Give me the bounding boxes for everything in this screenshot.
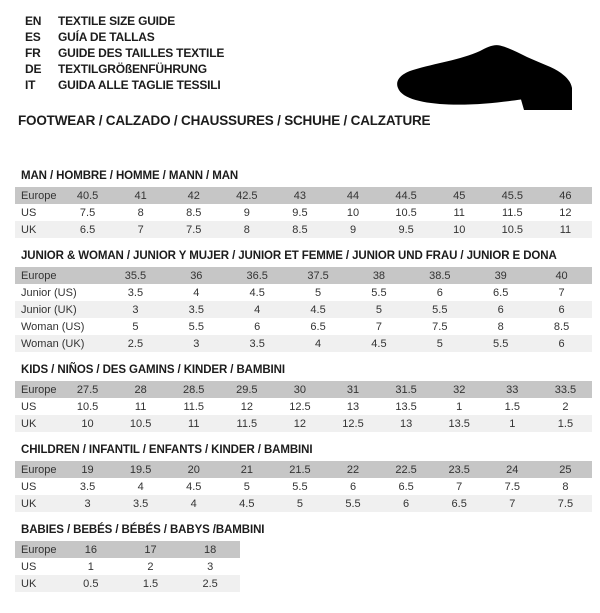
category-heading: FOOTWEAR / CALZADO / CHAUSSURES / SCHUHE / CALZATURE <box>18 113 431 128</box>
size-value-cell: 19 <box>81 463 94 476</box>
size-value-cell: 1 <box>87 560 94 573</box>
size-row <box>15 204 592 221</box>
language-code: ES <box>25 30 41 44</box>
size-row <box>15 478 592 495</box>
row-label: Woman (US) <box>21 320 85 333</box>
size-value-cell: 4.5 <box>310 303 326 316</box>
size-value-cell: 44 <box>346 189 360 202</box>
size-row <box>15 221 592 238</box>
size-value-cell: 10.5 <box>76 400 99 413</box>
size-value-cell: 28.5 <box>183 383 205 396</box>
size-value-cell: 43 <box>293 189 307 202</box>
size-value-cell: 7.5 <box>432 320 448 333</box>
size-value-cell: 6 <box>558 303 565 316</box>
size-value-cell: 3 <box>132 303 139 316</box>
dress-shoe-icon <box>394 43 576 119</box>
size-value-cell: 13 <box>346 400 360 413</box>
size-value-cell: 32 <box>453 383 466 396</box>
size-value-cell: 12 <box>240 400 253 413</box>
size-value-cell: 5 <box>315 286 322 299</box>
size-row <box>15 558 240 575</box>
size-value-cell: 7 <box>509 497 516 510</box>
row-label: US <box>21 560 37 573</box>
size-value-cell: 25 <box>559 463 572 476</box>
size-value-cell: 28 <box>134 383 147 396</box>
size-value-cell: 27.5 <box>76 383 99 396</box>
guide-title-label: GUIDE DES TAILLES TEXTILE <box>58 46 225 60</box>
size-value-cell: 0.5 <box>83 577 99 590</box>
size-value-cell: 10.5 <box>129 417 152 430</box>
size-value-cell: 31.5 <box>395 383 417 396</box>
size-value-cell: 17 <box>144 543 157 556</box>
size-value-cell: 7 <box>456 480 463 493</box>
row-label: Europe <box>21 269 57 282</box>
size-value-cell: 3.5 <box>79 480 96 493</box>
size-value-cell: 6 <box>403 497 410 510</box>
size-value-cell: 30 <box>293 383 307 396</box>
size-value-cell: 10 <box>81 417 94 430</box>
size-value-cell: 8 <box>497 320 504 333</box>
size-value-cell: 5 <box>296 497 303 510</box>
size-value-cell: 10 <box>453 223 466 236</box>
size-value-cell: 4.5 <box>186 480 202 493</box>
scale-header-row <box>15 187 592 204</box>
size-value-cell: 11.5 <box>183 400 205 413</box>
size-value-cell: 4.5 <box>239 497 255 510</box>
row-label: UK <box>21 417 37 430</box>
size-value-cell: 18 <box>204 543 217 556</box>
size-value-cell: 4.5 <box>371 337 387 350</box>
size-table-title: KIDS / NIÑOS / DES GAMINS / KINDER / BAMBINI <box>21 364 285 376</box>
scale-header-row <box>15 461 592 478</box>
size-value-cell: 2 <box>562 400 569 413</box>
size-value-cell: 4.5 <box>249 286 265 299</box>
size-value-cell: 5.5 <box>432 303 448 316</box>
size-value-cell: 23.5 <box>448 463 470 476</box>
size-value-cell: 1 <box>456 400 463 413</box>
size-value-cell: 20 <box>187 463 200 476</box>
size-value-cell: 21.5 <box>289 463 311 476</box>
size-value-cell: 38 <box>372 269 386 282</box>
scale-header-row <box>15 381 592 398</box>
size-value-cell: 44.5 <box>395 189 417 202</box>
row-label: US <box>21 480 37 493</box>
size-table-title: CHILDREN / INFANTIL / ENFANTS / KINDER / BAMBINI <box>21 444 313 456</box>
size-table-section <box>15 364 592 432</box>
size-value-cell: 7.5 <box>186 223 202 236</box>
size-value-cell: 29.5 <box>236 383 258 396</box>
size-table <box>15 541 240 592</box>
size-value-cell: 12 <box>293 417 307 430</box>
size-value-cell: 12.5 <box>342 417 364 430</box>
size-value-cell: 5 <box>375 303 382 316</box>
row-label: Europe <box>21 463 57 476</box>
size-value-cell: 8.5 <box>553 320 570 333</box>
row-label: Europe <box>21 543 57 556</box>
guide-title-label: TEXTILE SIZE GUIDE <box>58 14 176 28</box>
size-row <box>15 575 240 592</box>
size-table <box>15 267 592 352</box>
size-value-cell: 38.5 <box>429 269 451 282</box>
size-value-cell: 9 <box>243 206 250 219</box>
size-value-cell: 1.5 <box>504 400 520 413</box>
size-value-cell: 3 <box>193 337 200 350</box>
scale-header-row <box>15 267 592 284</box>
size-row <box>15 495 592 512</box>
row-label: US <box>21 206 37 219</box>
size-value-cell: 7 <box>137 223 144 236</box>
size-value-cell: 4 <box>254 303 261 316</box>
size-value-cell: 10.5 <box>395 206 417 219</box>
size-value-cell: 2.5 <box>202 577 218 590</box>
size-row <box>15 415 592 432</box>
size-value-cell: 21 <box>240 463 253 476</box>
size-value-cell: 40 <box>555 269 568 282</box>
row-label: Europe <box>21 189 57 202</box>
size-value-cell: 6 <box>254 320 261 333</box>
size-row <box>15 398 592 415</box>
language-code: FR <box>25 46 41 60</box>
size-value-cell: 6 <box>558 337 565 350</box>
size-value-cell: 45.5 <box>501 189 523 202</box>
row-label: Junior (US) <box>21 286 77 299</box>
size-value-cell: 31 <box>346 383 360 396</box>
row-label: UK <box>21 577 37 590</box>
size-value-cell: 8.5 <box>292 223 308 236</box>
size-value-cell: 7.5 <box>504 480 520 493</box>
size-table-section <box>15 444 592 512</box>
size-value-cell: 7.5 <box>557 497 574 510</box>
size-row <box>15 335 592 352</box>
size-value-cell: 37.5 <box>307 269 329 282</box>
language-title-row <box>25 13 600 29</box>
size-value-cell: 5 <box>243 480 250 493</box>
size-value-cell: 6 <box>436 286 443 299</box>
size-value-cell: 3.5 <box>249 337 265 350</box>
size-value-cell: 11.5 <box>502 206 523 219</box>
size-table <box>15 381 592 432</box>
size-value-cell: 1.5 <box>557 417 574 430</box>
size-table-title: JUNIOR & WOMAN / JUNIOR Y MUJER / JUNIOR ET FEMME / JUNIOR UND FRAU / JUNIOR E DONA <box>21 250 557 262</box>
language-code: IT <box>25 78 36 92</box>
size-value-cell: 6.5 <box>493 286 509 299</box>
size-value-cell: 33 <box>506 383 519 396</box>
scale-header-row <box>15 541 240 558</box>
row-label: Woman (UK) <box>21 337 85 350</box>
size-value-cell: 3 <box>84 497 91 510</box>
size-value-cell: 36.5 <box>246 269 268 282</box>
size-value-cell: 13.5 <box>395 400 417 413</box>
size-value-cell: 12.5 <box>289 400 311 413</box>
size-value-cell: 4 <box>137 480 144 493</box>
size-value-cell: 4 <box>315 337 322 350</box>
language-code: EN <box>25 14 42 28</box>
size-value-cell: 3 <box>207 560 214 573</box>
size-value-cell: 4 <box>190 497 197 510</box>
size-value-cell: 1.5 <box>142 577 159 590</box>
size-value-cell: 3.5 <box>127 286 144 299</box>
size-value-cell: 9.5 <box>398 223 414 236</box>
size-value-cell: 39 <box>494 269 507 282</box>
size-value-cell: 8 <box>562 480 569 493</box>
size-value-cell: 5.5 <box>493 337 509 350</box>
size-value-cell: 35.5 <box>124 269 147 282</box>
size-value-cell: 6.5 <box>398 480 414 493</box>
row-label: US <box>21 400 37 413</box>
size-row <box>15 318 592 335</box>
size-value-cell: 5 <box>132 320 139 333</box>
size-value-cell: 8 <box>137 206 144 219</box>
size-value-cell: 19.5 <box>129 463 152 476</box>
language-code: DE <box>25 62 42 76</box>
size-value-cell: 4 <box>193 286 200 299</box>
size-value-cell: 6.5 <box>451 497 467 510</box>
size-value-cell: 2 <box>147 560 154 573</box>
size-value-cell: 5.5 <box>292 480 308 493</box>
size-value-cell: 8 <box>243 223 250 236</box>
guide-title-label: GUIDA ALLE TAGLIE TESSILI <box>58 78 221 92</box>
size-table-section <box>15 170 592 238</box>
size-value-cell: 2.5 <box>127 337 144 350</box>
size-value-cell: 40.5 <box>76 189 99 202</box>
size-value-cell: 7 <box>375 320 382 333</box>
size-value-cell: 22 <box>346 463 360 476</box>
row-label: UK <box>21 223 37 236</box>
size-value-cell: 13.5 <box>448 417 470 430</box>
size-value-cell: 12 <box>559 206 572 219</box>
size-table <box>15 461 592 512</box>
size-value-cell: 5 <box>436 337 443 350</box>
guide-title-label: TEXTILGRÖßENFÜHRUNG <box>58 62 207 76</box>
size-value-cell: 3.5 <box>132 497 149 510</box>
size-value-cell: 24 <box>506 463 519 476</box>
size-value-cell: 22.5 <box>395 463 417 476</box>
size-row <box>15 301 592 318</box>
size-tables <box>15 170 592 592</box>
size-value-cell: 16 <box>84 543 97 556</box>
size-value-cell: 6.5 <box>79 223 96 236</box>
size-value-cell: 13 <box>399 417 413 430</box>
size-value-cell: 36 <box>190 269 203 282</box>
size-guide-page <box>0 13 600 592</box>
size-value-cell: 6.5 <box>310 320 326 333</box>
size-value-cell: 5.5 <box>345 497 361 510</box>
size-table <box>15 187 592 238</box>
size-row <box>15 284 592 301</box>
size-value-cell: 33.5 <box>554 383 577 396</box>
size-table-section <box>15 524 592 592</box>
row-label: UK <box>21 497 37 510</box>
size-value-cell: 11 <box>134 400 147 413</box>
size-value-cell: 5.5 <box>188 320 204 333</box>
size-value-cell: 10 <box>346 206 360 219</box>
size-value-cell: 8.5 <box>186 206 202 219</box>
size-value-cell: 9 <box>349 223 357 236</box>
size-value-cell: 11 <box>453 206 465 219</box>
row-label: Junior (UK) <box>21 303 77 316</box>
size-value-cell: 1 <box>509 417 516 430</box>
size-table-title: MAN / HOMBRE / HOMME / MANN / MAN <box>21 170 239 182</box>
size-value-cell: 3.5 <box>188 303 204 316</box>
size-value-cell: 41 <box>134 189 147 202</box>
size-value-cell: 46 <box>559 189 572 202</box>
size-value-cell: 7 <box>558 286 565 299</box>
size-value-cell: 10.5 <box>501 223 523 236</box>
size-value-cell: 5.5 <box>371 286 387 299</box>
size-value-cell: 6 <box>349 480 357 493</box>
size-value-cell: 11 <box>559 223 572 236</box>
size-value-cell: 6 <box>497 303 504 316</box>
size-value-cell: 9.5 <box>292 206 308 219</box>
size-value-cell: 7.5 <box>79 206 96 219</box>
guide-title-label: GUÍA DE TALLAS <box>58 30 155 44</box>
row-label: Europe <box>21 383 57 396</box>
size-value-cell: 42.5 <box>236 189 258 202</box>
size-value-cell: 11.5 <box>236 417 258 430</box>
size-value-cell: 45 <box>453 189 466 202</box>
size-value-cell: 11 <box>188 417 200 430</box>
size-table-title: BABIES / BEBÉS / BÉBÉS / BABYS /BAMBINI <box>21 524 265 536</box>
size-table-section <box>15 250 592 352</box>
size-value-cell: 42 <box>187 189 200 202</box>
